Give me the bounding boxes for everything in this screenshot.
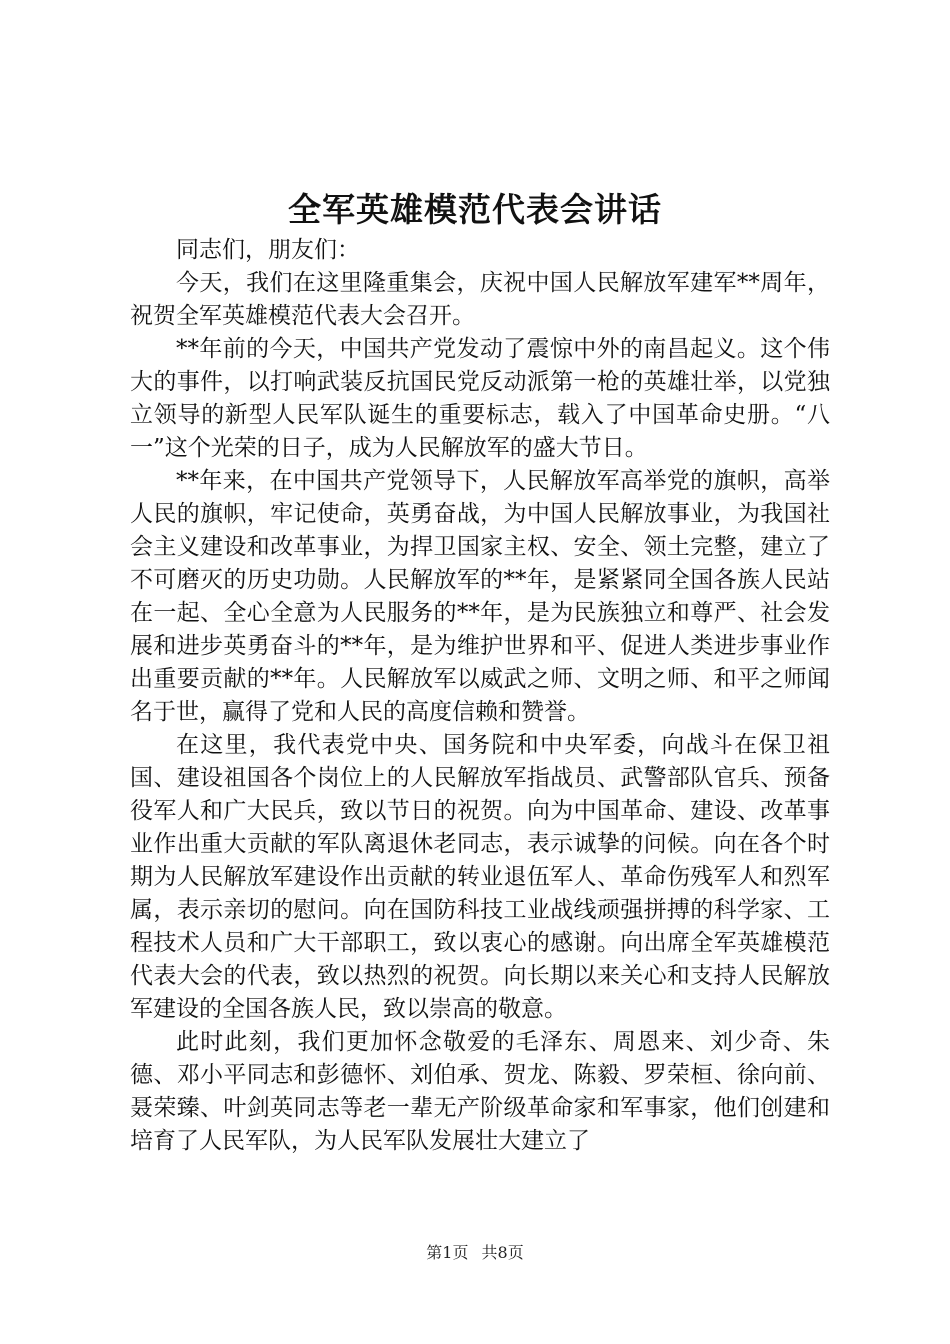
document-body (130, 234, 830, 1158)
page-footer (0, 1242, 950, 1264)
paragraph: 在这里，我代表党中央、国务院和中央军委，向战斗在保卫祖国、建设祖国各个岗位上的人民解放军指战员、武警部队官兵、预备役军人和广大民兵，致以节日的祝贺。向为中国革命、建设、改革事业作出重大贡献的军队离退休老同志，表示诚挚的问候。向在各个时期为人民解放军建设作出贡献的转业退伍军人、革命伤残军人和烈军属，表示亲切的慰问。向在国防科技工业战线顽强拼搏的科学家、工程技术人员和广大干部职工，致以衷心的感谢。向出席全军英雄模范代表大会的代表，致以热烈的祝贺。向长期以来关心和支持人民解放军建设的全国各族人民，致以崇高的敬意。 (130, 732, 830, 1022)
paragraph: 今天，我们在这里隆重集会，庆祝中国人民解放军建军**周年，祝贺全军英雄模范代表大会召开。 (130, 270, 830, 329)
paragraph-salutation: 同志们，朋友们： (176, 237, 360, 263)
paragraph: **年来，在中国共产党领导下，人民解放军高举党的旗帜，高举人民的旗帜，牢记使命，英勇奋战，为中国人民解放事业，为我国社会主义建设和改革事业，为捍卫国家主权、安全、领土完整，建立了不可磨灭的历史功勋。人民解放军的**年，是紧紧同全国各族人民站在一起、全心全意为人民服务的**年，是为民族独立和尊严、社会发展和进步英勇奋斗的**年，是为维护世界和平、促进人类进步事业作出重要贡献的**年。人民解放军以威武之师、文明之师、和平之师闻名于世，赢得了党和人民的高度信赖和赞誉。 (130, 468, 830, 725)
paragraph: **年前的今天，中国共产党发动了震惊中外的南昌起义。这个伟大的事件，以打响武装反抗国民党反动派第一枪的英雄壮举，以党独立领导的新型人民军队诞生的重要标志，载入了中国革命史册。“八一”这个光荣的日子，成为人民解放军的盛大节日。 (130, 336, 830, 461)
document-title: 全军英雄模范代表会讲话 (288, 190, 662, 229)
page-total: 共8页 (481, 1243, 524, 1262)
page-number: 第1页 (426, 1243, 469, 1262)
paragraph: 此时此刻，我们更加怀念敬爱的毛泽东、周恩来、刘少奇、朱德、邓小平同志和彭德怀、刘伯承、贺龙、陈毅、罗荣桓、徐向前、聂荣臻、叶剑英同志等老一辈无产阶级革命家和军事家，他们创建和培育了人民军队，为人民军队发展壮大建立了 (130, 1029, 830, 1154)
